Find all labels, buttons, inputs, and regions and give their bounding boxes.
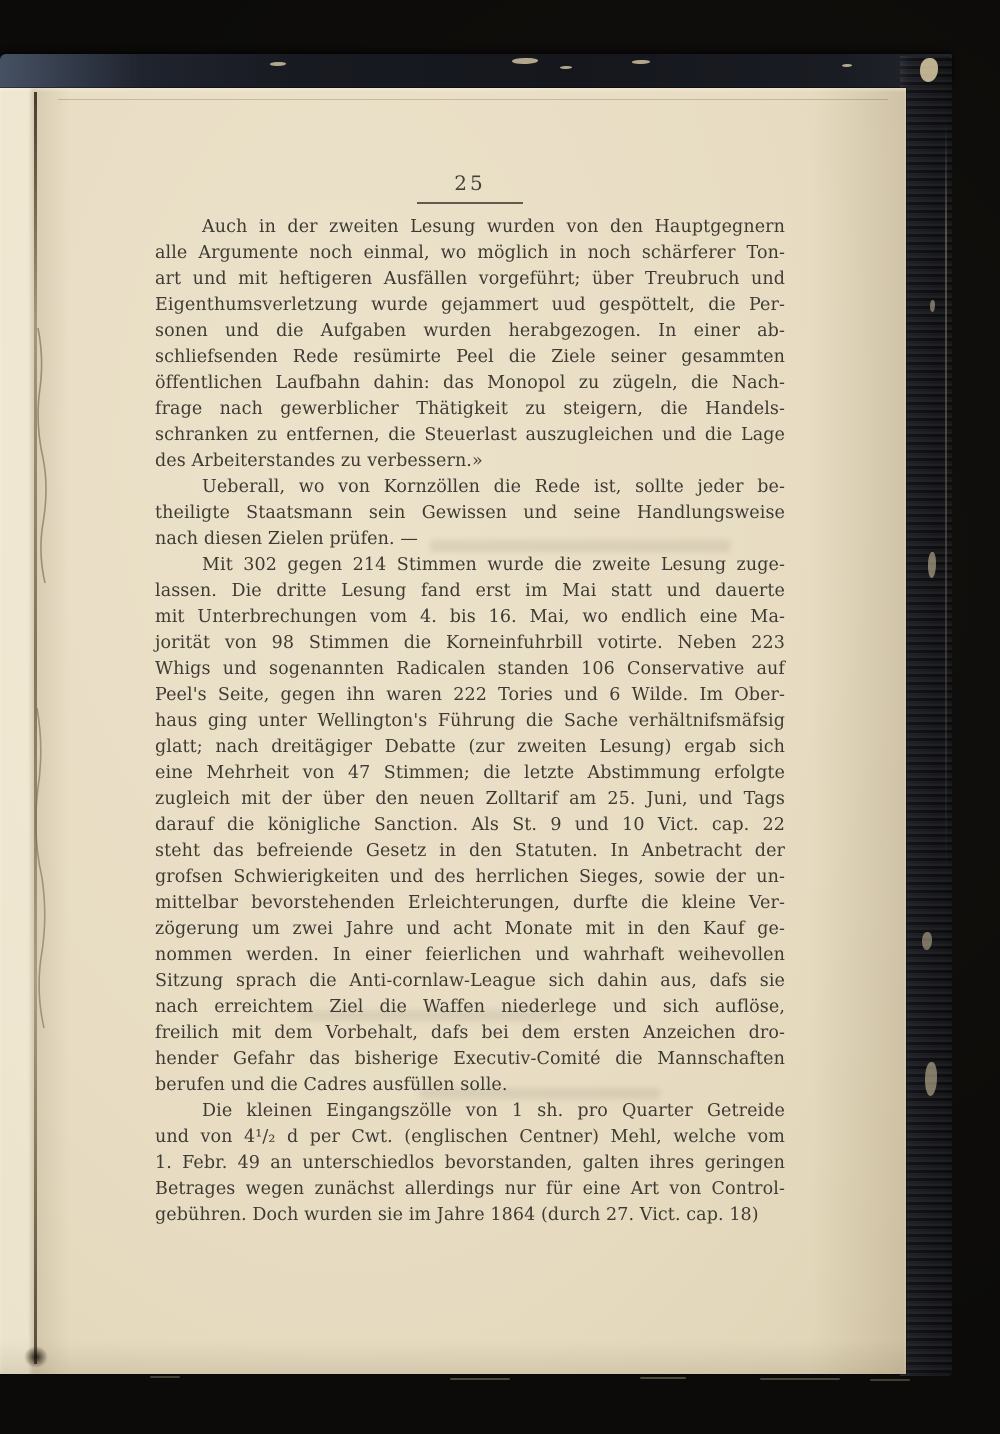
- text-line: Sitzung sprach die Anti-cornlaw-League sich dahin aus, dafs sie: [155, 971, 785, 991]
- text-line: nach erreichtem Ziel die Waffen niederlege und sich auflöse,: [155, 997, 785, 1017]
- text-line: freilich mit dem Vorbehalt, dafs bei dem ersten Anzeichen dro-: [155, 1023, 785, 1043]
- text-line: zugleich mit der über den neuen Zolltarif am 25. Juni, und Tags: [155, 789, 785, 809]
- text-line: des Arbeiterstandes zu verbessern.»: [155, 451, 483, 471]
- text-line: Die kleinen Eingangszölle von 1 sh. pro Quarter Getreide: [202, 1101, 785, 1121]
- body-text: [155, 214, 785, 1228]
- text-line: Auch in der zweiten Lesung wurden von den Hauptgegnern: [202, 217, 785, 237]
- text-line: grofsen Schwierigkeiten und des herrlichen Sieges, sowie der un-: [155, 867, 785, 887]
- page-number-rule: [417, 202, 523, 204]
- wear-mark: [450, 1378, 510, 1380]
- paragraph: [155, 214, 785, 474]
- text-line: lassen. Die dritte Lesung fand erst im Mai statt und dauerte: [155, 581, 785, 601]
- text-line: steht das befreiende Gesetz in den Statuten. In Anbetracht der: [155, 841, 785, 861]
- text-line: 1. Febr. 49 an unterschiedlos bevorstanden, galten ihres geringen: [155, 1153, 785, 1173]
- text-line: gebühren. Doch wurden sie im Jahre 1864 (durch 27. Vict. cap. 18): [155, 1205, 759, 1225]
- text-line: darauf die königliche Sanction. Als St. 9 und 10 Vict. cap. 22: [155, 815, 785, 835]
- text-line: jorität von 98 Stimmen die Korneinfuhrbill votirte. Neben 223: [155, 633, 785, 653]
- text-line: Peel's Seite, gegen ihn waren 222 Tories und 6 Wilde. Im Ober-: [155, 685, 785, 705]
- text-line: frage nach gewerblicher Thätigkeit zu steigern, die Handels-: [155, 399, 785, 419]
- text-line: nach diesen Zielen prüfen. —: [155, 529, 418, 549]
- book-top-edge: [0, 54, 952, 90]
- text-line: öffentlichen Laufbahn dahin: das Monopol zu zügeln, die Nach-: [155, 373, 785, 393]
- text-line: berufen und die Cadres ausfüllen solle.: [155, 1075, 508, 1095]
- wear-mark: [640, 1377, 686, 1379]
- paragraph: [155, 474, 785, 552]
- text-line: mit Unterbrechungen vom 4. bis 16. Mai, wo endlich eine Ma-: [155, 607, 785, 627]
- text-line: alle Argumente noch einmal, wo möglich in noch schärferer Ton-: [155, 243, 785, 263]
- wear-mark: [760, 1378, 840, 1380]
- text-line: schliefsenden Rede resümirte Peel die Ziele seiner gesammten: [155, 347, 785, 367]
- book-page: [0, 88, 906, 1374]
- text-line: glatt; nach dreitägiger Debatte (zur zweiten Lesung) ergab sich: [155, 737, 785, 757]
- text-line: hender Gefahr das bisherige Executiv-Comité die Mannschaften: [155, 1049, 785, 1069]
- fore-edge-highlight: [945, 120, 947, 880]
- text-line: nommen werden. In einer feierlichen und wahrhaft weihevollen: [155, 945, 785, 965]
- text-line: Eigenthumsverletzung wurde gejammert uud gespöttelt, die Per-: [155, 295, 785, 315]
- text-line: zögerung um zwei Jahre und acht Monate mit in den Kauf ge-: [155, 919, 785, 939]
- binding-thread: [28, 288, 52, 1108]
- stitch-knot: [24, 1346, 48, 1368]
- text-line: eine Mehrheit von 47 Stimmen; die letzte Abstimmung erfolgte: [155, 763, 785, 783]
- text-line: mittelbar bevorstehenden Erleichterungen, durfte die kleine Ver-: [155, 893, 785, 913]
- text-line: Whigs und sogenannten Radicalen standen 106 Conservative auf: [155, 659, 785, 679]
- text-line: schranken zu entfernen, die Steuerlast auszugleichen und die Lage: [155, 425, 785, 445]
- wear-mark: [150, 1376, 180, 1378]
- text-line: theiligte Staatsmann sein Gewissen und seine Handlungsweise: [155, 503, 785, 523]
- text-line: haus ging unter Wellington's Führung die Sache verhältnifsmäfsig: [155, 711, 785, 731]
- paragraph: [155, 1098, 785, 1228]
- text-column: [155, 88, 785, 1228]
- paragraph: [155, 552, 785, 1098]
- text-line: art und mit heftigeren Ausfällen vorgeführt; über Treubruch und: [155, 269, 785, 289]
- text-line: und von 4¹/₂ d per Cwt. (englischen Centner) Mehl, welche vom: [155, 1127, 785, 1147]
- text-line: Mit 302 gegen 214 Stimmen wurde die zweite Lesung zuge-: [202, 555, 785, 575]
- text-line: Betrages wegen zunächst allerdings nur für eine Art von Control-: [155, 1179, 785, 1199]
- text-line: Ueberall, wo von Kornzöllen die Rede ist, sollte jeder be-: [202, 477, 785, 497]
- page-number: 25: [454, 171, 486, 195]
- text-line: sonen und die Aufgaben wurden herabgezogen. In einer ab-: [155, 321, 785, 341]
- wear-mark: [870, 1379, 910, 1381]
